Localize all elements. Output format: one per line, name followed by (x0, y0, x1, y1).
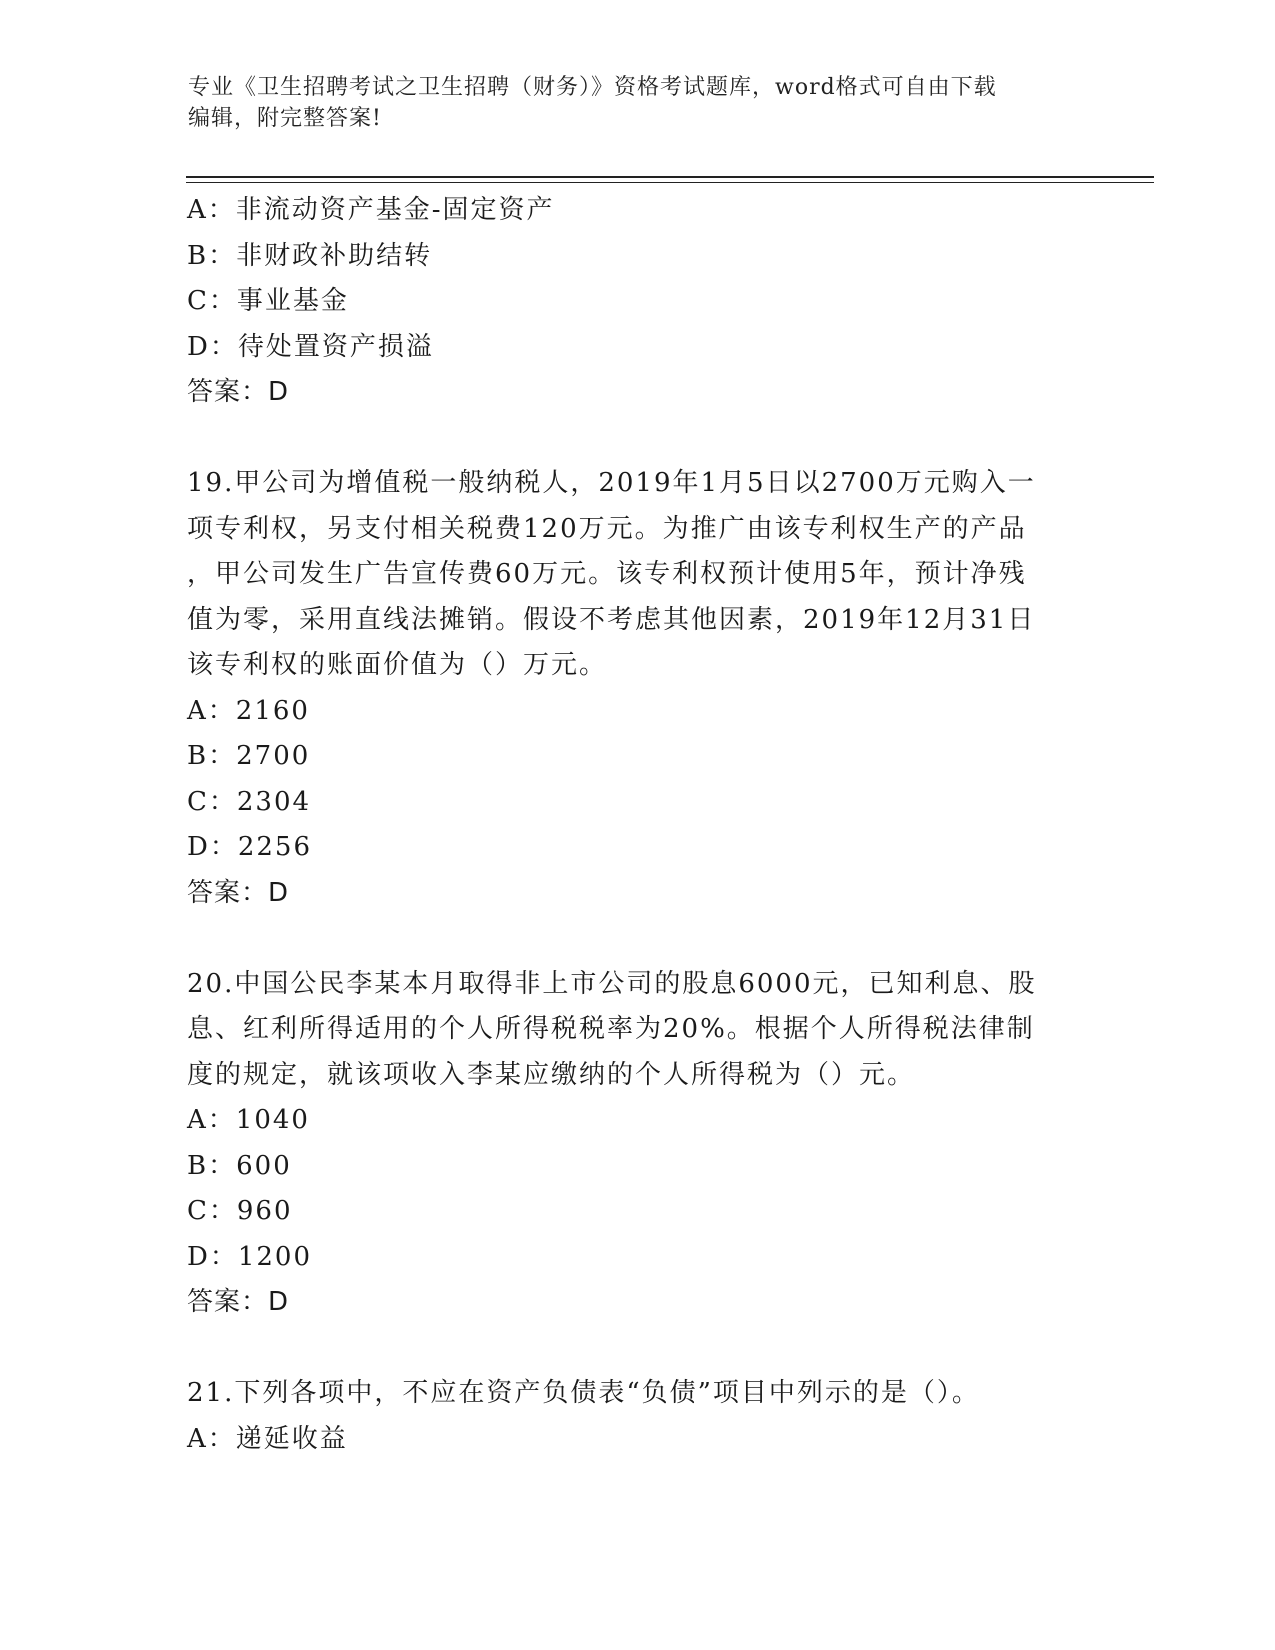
header-line-1: 专业《卫生招聘考试之卫生招聘（财务）》资格考试题库，word格式可自由下载 (188, 75, 997, 100)
question-text-line: 19.甲公司为增值税一般纳税人，2019年1月5日以2700万元购入一 (187, 468, 1036, 498)
option-a: A：递延收益 (187, 1423, 348, 1454)
question-text-line: 项专利权，另支付相关税费120万元。为推广由该专利权生产的产品 (187, 513, 1027, 544)
question-20 (187, 962, 1087, 1326)
option-b: B：2700 (187, 741, 311, 771)
answer-line: 答案：D (187, 1287, 290, 1317)
header-divider-thin (186, 182, 1154, 183)
answer-line: 答案：D (187, 377, 290, 407)
spacer (187, 916, 1087, 962)
question-text-line: 值为零，采用直线法摊销。假设不考虑其他因素，2019年12月31日 (187, 604, 1036, 635)
option-d: D：2256 (187, 832, 313, 862)
spacer (187, 1326, 1087, 1372)
question-text-line: 息、红利所得适用的个人所得税税率为20%。根据个人所得税法律制 (187, 1014, 1035, 1044)
option-d: D：1200 (187, 1241, 313, 1272)
document-header (188, 72, 1068, 134)
spacer (187, 416, 1087, 462)
option-a: A：1040 (187, 1105, 310, 1135)
question-text-line: 20.中国公民李某本月取得非上市公司的股息6000元，已知利息、股 (187, 968, 1037, 999)
question-content (187, 188, 1087, 1462)
option-c: C：事业基金 (187, 286, 349, 316)
option-b: B：600 (187, 1150, 292, 1181)
question-text-line: 21.下列各项中，不应在资产负债表“负债”项目中列示的是（）。 (187, 1378, 980, 1408)
option-a: A：非流动资产基金-固定资产 (187, 195, 555, 225)
question-19 (187, 461, 1087, 916)
option-c: C：2304 (187, 786, 312, 817)
question-21 (187, 1371, 1087, 1462)
option-a: A：2160 (187, 695, 310, 726)
option-c: C：960 (187, 1196, 293, 1226)
question-text-line: 该专利权的账面价值为（）万元。 (187, 650, 608, 680)
question-text-line: ，甲公司发生广告宣传费60万元。该专利权预计使用5年，预计净残 (187, 559, 1027, 589)
header-line-2: 编辑，附完整答案! (188, 106, 382, 131)
option-b: B：非财政补助结转 (187, 240, 433, 271)
answer-line: 答案：D (187, 877, 290, 908)
question-text-line: 度的规定，就该项收入李某应缴纳的个人所得税为（）元。 (187, 1059, 916, 1090)
question-18 (187, 188, 1087, 416)
option-d: D：待处置资产损溢 (187, 331, 434, 362)
header-divider-thick (186, 176, 1154, 178)
